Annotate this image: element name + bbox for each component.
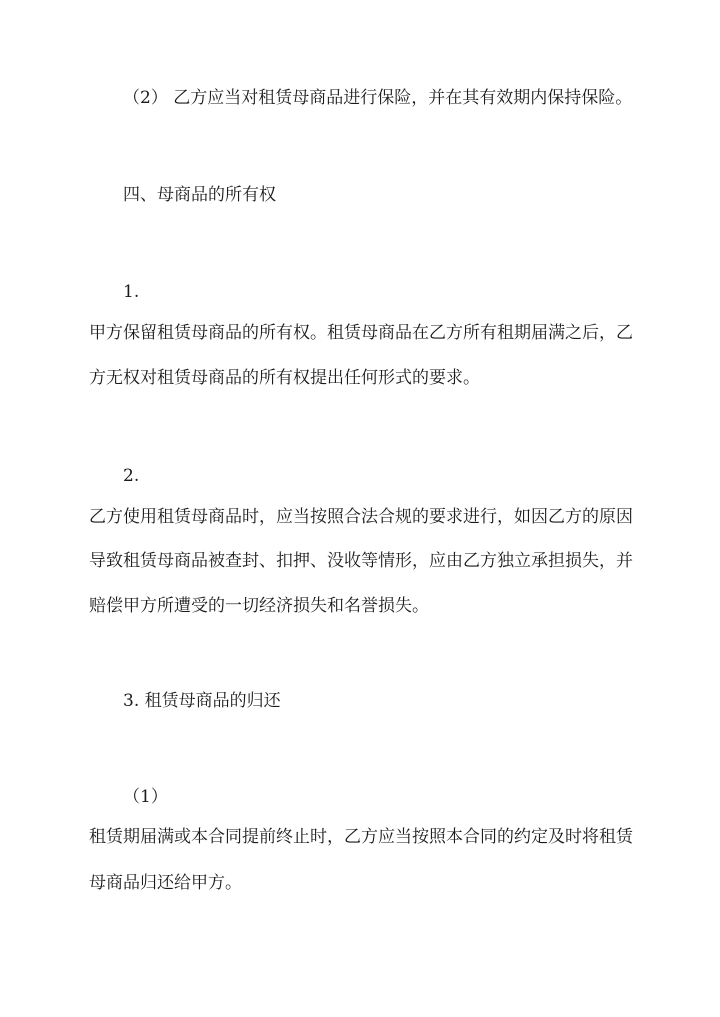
clause-1-line-2: 方无权对租赁母商品的所有权提出任何形式的要求。: [89, 368, 480, 388]
clause-1-line-1: 甲方保留租赁母商品的所有权。租赁母商品在乙方所有租期届满之后，乙: [89, 323, 633, 343]
item-2-2-text: （2） 乙方应当对租赁母商品进行保险，并在其有效期内保持保险。: [123, 88, 633, 108]
item-3-1-number: （1）: [123, 787, 168, 807]
clause-2-line-2: 导致租赁母商品被查封、扣押、没收等情形，应由乙方独立承担损失，并: [89, 551, 633, 571]
clause-3-heading: 3. 租赁母商品的归还: [123, 691, 281, 711]
clause-2-line-3: 赔偿甲方所遭受的一切经济损失和名誉损失。: [89, 596, 429, 616]
clause-2-number: 2.: [123, 466, 140, 486]
section-4-heading: 四、母商品的所有权: [123, 185, 276, 205]
item-3-1-line-1: 租赁期届满或本合同提前终止时，乙方应当按照本合同的约定及时将租赁: [89, 827, 633, 847]
clause-2-line-1: 乙方使用租赁母商品时，应当按照合法合规的要求进行，如因乙方的原因: [89, 507, 633, 527]
clause-1-number: 1.: [123, 282, 140, 302]
item-3-1-line-2: 母商品归还给甲方。: [89, 873, 242, 893]
